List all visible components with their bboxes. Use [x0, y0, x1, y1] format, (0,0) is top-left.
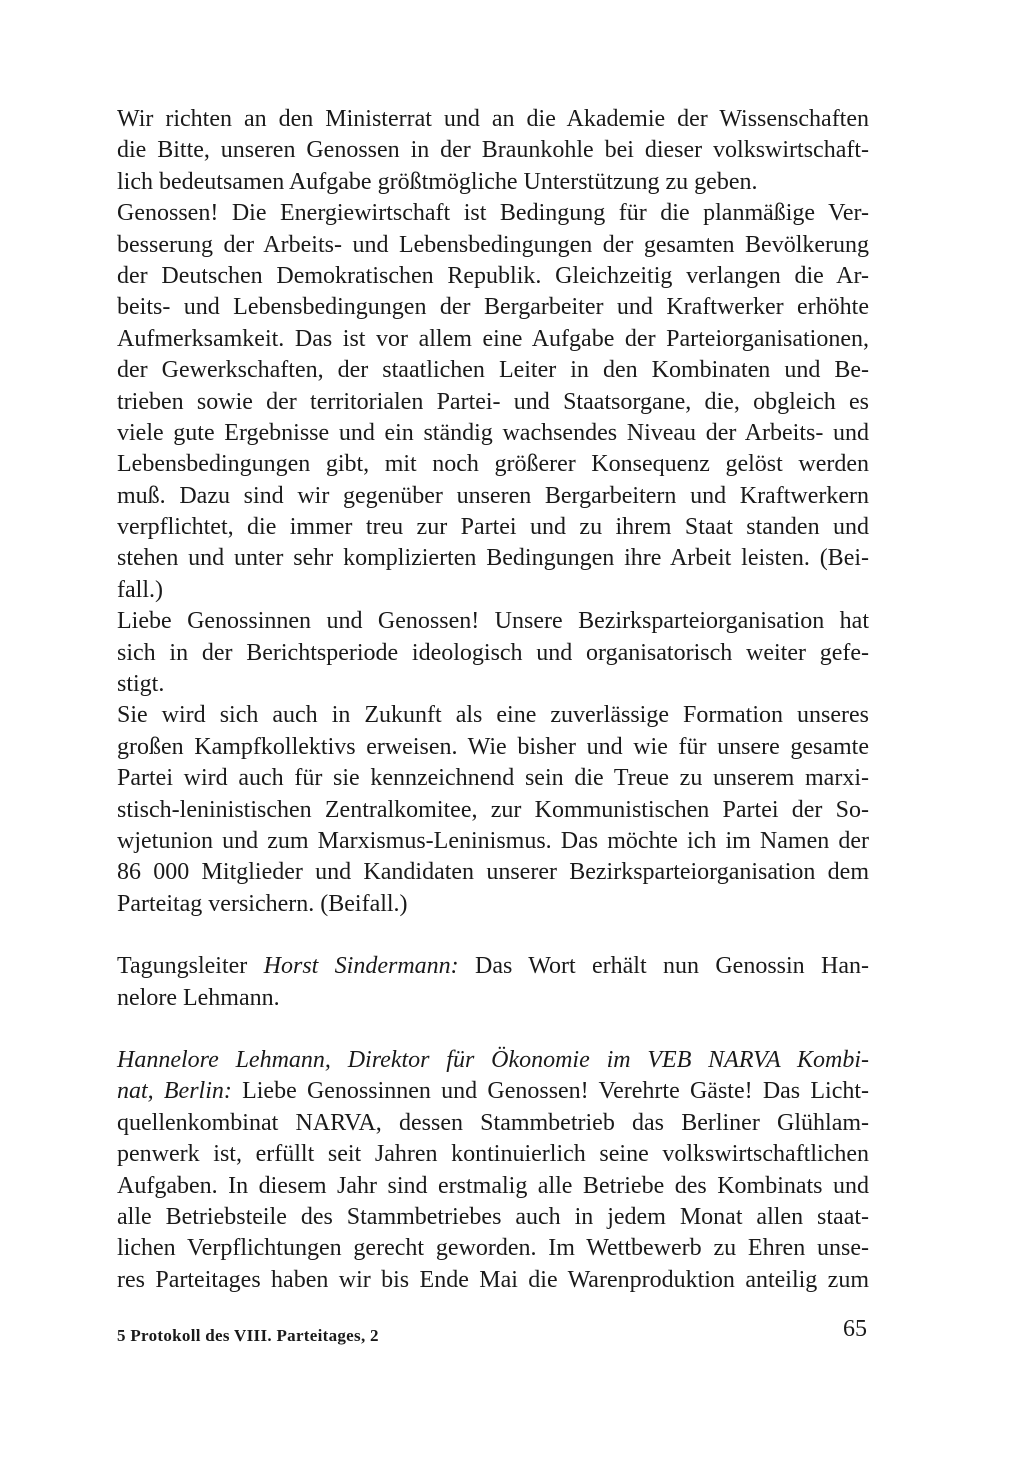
section-gap [117, 1014, 869, 1045]
speaker-affiliation: nat, Berlin: [117, 1078, 232, 1105]
text-line: Partei wird auch für sie kennzeichnend sein die Treue zu unserem marxi- [117, 765, 869, 792]
text-line: lichen Verpflichtungen gerecht geworden. Im Wettbewerb zu Ehren unse- [117, 1235, 869, 1262]
text-line: nelore Lehmann. [117, 984, 280, 1011]
paragraph-4 [117, 700, 869, 920]
text-line: besserung der Arbeits- und Lebensbedingungen der gesamten Bevölkerung [117, 231, 869, 258]
chair-text: Das Wort erhält nun Genossin Han- [475, 953, 869, 980]
text-line: sich in der Berichtsperiode ideologisch und organisatorisch weiter gefe- [117, 639, 869, 666]
text-line: muß. Dazu sind wir gegenüber unseren Bergarbeitern und Kraftwerkern [117, 482, 869, 509]
text-line: stehen und unter sehr komplizierten Bedingungen ihre Arbeit leisten. (Bei- [117, 545, 869, 572]
text-line: Parteitag versichern. (Beifall.) [117, 890, 408, 917]
speech [117, 1045, 869, 1296]
text-line: trieben sowie der territorialen Partei- und Staatsorgane, die, obgleich es [117, 388, 869, 415]
text-line: viele gute Ergebnisse und ein ständig wachsendes Niveau der Arbeits- und [117, 419, 869, 446]
text-line [117, 951, 869, 982]
text-line: der Deutschen Demokratischen Republik. Gleichzeitig verlangen die Ar- [117, 262, 869, 289]
chair-announcement [117, 951, 869, 1014]
paragraph-3 [117, 606, 869, 700]
text-line: stisch-leninistischen Zentralkomitee, zur Kommunistischen Partei der So- [117, 796, 869, 823]
page-body [117, 104, 869, 1296]
text-line: stigt. [117, 671, 165, 698]
text-line: Liebe Genossinnen und Genossen! Unsere Bezirksparteiorganisation hat [117, 608, 869, 635]
paragraph-2 [117, 198, 869, 606]
speaker-name: Hannelore Lehmann, Direktor für Ökonomie im VEB NARVA Kombi- [117, 1046, 869, 1073]
text-line: fall.) [117, 576, 163, 603]
text-line [117, 1045, 869, 1076]
text-line: Sie wird sich auch in Zukunft als eine zuverlässige Formation unseres [117, 702, 869, 729]
paragraph-1 [117, 104, 869, 198]
page-number: 65 [843, 1316, 867, 1342]
speech-text: Liebe Genossinnen und Genossen! Verehrte Gäste! Das Licht- [242, 1078, 869, 1105]
section-gap [117, 920, 869, 951]
chair-name: Horst Sindermann: [263, 953, 459, 980]
text-line: Aufmerksamkeit. Das ist vor allem eine Aufgabe der Parteiorganisationen, [117, 325, 869, 352]
text-line: Wir richten an den Ministerrat und an die Akademie der Wissenschaften [117, 106, 869, 132]
text-line: Aufgaben. In diesem Jahr sind erstmalig alle Betriebe des Kombinats und [117, 1172, 869, 1199]
page-footer [117, 1316, 869, 1352]
text-line: die Bitte, unseren Genossen in der Braunkohle bei dieser volkswirtschaft- [117, 137, 869, 164]
printer-signature: 5 Protokoll des VIII. Parteitages, 2 [117, 1326, 379, 1345]
text-line: lich bedeutsamen Aufgabe größtmögliche Unterstützung zu geben. [117, 168, 758, 195]
chair-label: Tagungsleiter [117, 953, 248, 980]
text-line: quellenkombinat NARVA, dessen Stammbetrieb das Berliner Glühlam- [117, 1109, 869, 1136]
text-line: alle Betriebsteile des Stammbetriebes auch in jedem Monat allen staat- [117, 1203, 869, 1230]
text-line: Lebensbedingungen gibt, mit noch größerer Konsequenz gelöst werden [117, 451, 869, 478]
text-line: res Parteitages haben wir bis Ende Mai die Warenproduktion anteilig zum [117, 1266, 869, 1293]
text-line: großen Kampfkollektivs erweisen. Wie bisher und wie für unsere gesamte [117, 733, 869, 760]
text-line: der Gewerkschaften, der staatlichen Leiter in den Kombinaten und Be- [117, 357, 869, 384]
text-line: beits- und Lebensbedingungen der Bergarbeiter und Kraftwerker erhöhte [117, 294, 869, 321]
text-line: 86 000 Mitglieder und Kandidaten unserer Bezirksparteiorganisation dem [117, 859, 869, 886]
text-line: penwerk ist, erfüllt seit Jahren kontinuierlich seine volkswirtschaftlichen [117, 1141, 869, 1168]
text-line: Genossen! Die Energiewirtschaft ist Bedingung für die planmäßige Ver- [117, 200, 869, 227]
text-line [117, 1076, 869, 1107]
text-line: wjetunion und zum Marxismus-Leninismus. Das möchte ich im Namen der [117, 827, 869, 854]
text-line: verpflichtet, die immer treu zur Partei und zu ihrem Staat standen und [117, 514, 869, 541]
